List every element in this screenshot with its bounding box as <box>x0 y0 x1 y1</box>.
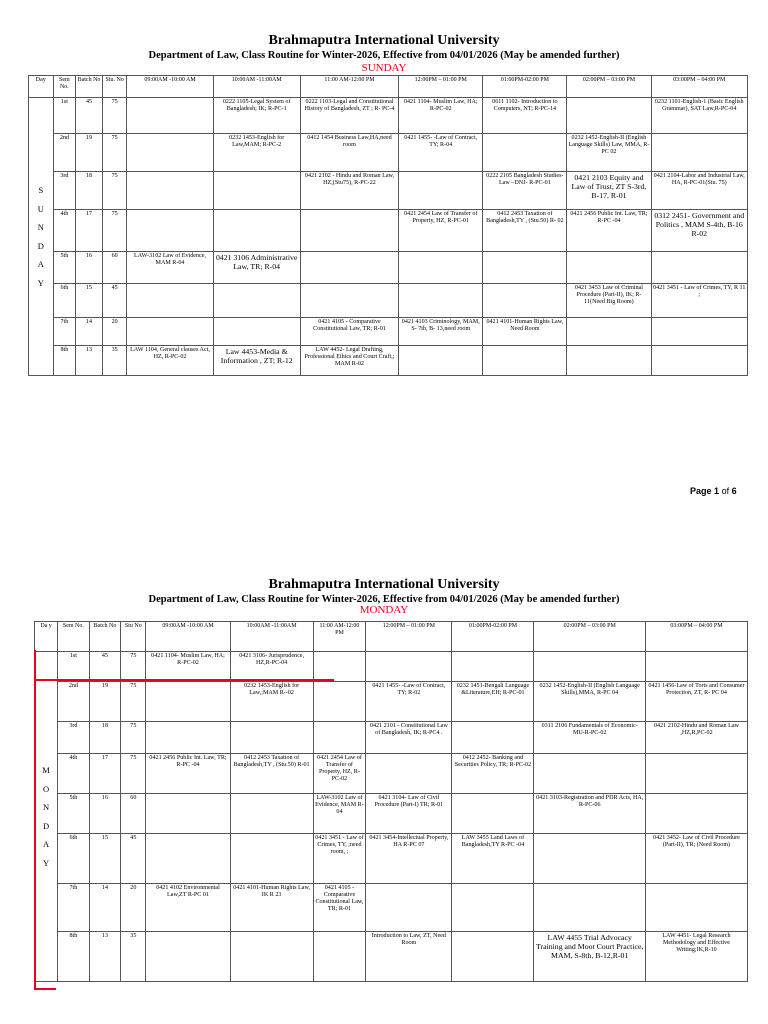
batch-cell: 17 <box>76 210 103 252</box>
class-cell: 0421 4102 Environmental Law,ZT R-PC 01 <box>146 884 230 932</box>
sem-cell: 6th <box>53 284 76 318</box>
student-count-cell: 75 <box>102 210 127 252</box>
red-rule-vertical <box>34 650 36 990</box>
class-cell <box>313 652 366 682</box>
class-cell <box>127 98 213 134</box>
class-cell: 0421 2103 Equity and Law of Trust, ZT S-3rd, B-17, R-01 <box>567 172 651 210</box>
department-subtitle: Department of Law, Class Routine for Winter-2026, Effective from 04/01/2026 (May be amended further) <box>148 50 620 61</box>
sem-cell: 6th <box>58 834 90 884</box>
student-count-cell: 75 <box>102 172 127 210</box>
table-row <box>35 754 748 794</box>
page-total: 6 <box>731 486 737 496</box>
student-count-cell: 75 <box>121 652 146 682</box>
class-cell: 0222 2105 Bangladesh Studies-Law –DNJ- R-PC-01 <box>483 172 567 210</box>
table-row <box>35 794 748 834</box>
class-cell: 0421 4101-Human Rights Law, Need Room <box>483 318 567 346</box>
class-cell: LAW 1104, General clauses Act, HZ, R-PC-02 <box>127 346 213 376</box>
column-header: 12:00PM – 01:00 PM <box>366 622 452 652</box>
class-cell: 0232 1101-English-1 (Basic English Grammar), SAT Law,R-PC-04 <box>651 98 748 134</box>
table-row <box>35 834 748 884</box>
batch-cell: 18 <box>89 722 121 754</box>
class-cell <box>230 722 313 754</box>
batch-cell: 19 <box>76 134 103 172</box>
column-header: 09:00AM -10:00 AM <box>127 76 213 98</box>
class-cell <box>534 884 645 932</box>
class-cell <box>452 652 534 682</box>
class-cell <box>651 318 748 346</box>
column-header: Day <box>29 76 54 98</box>
class-cell: 0421 1456-Law of Torts and Consumer Protection, ZT, R- PC 04 <box>645 682 747 722</box>
class-cell: 0421 3452- Law of Civil Procedure (Part-II), TR; (Need Room) <box>645 834 747 884</box>
department-subtitle-2: Department of Law, Class Routine for Winter-2026, Effective from 04/01/2026 (May be amended further) <box>148 594 620 605</box>
column-header: 01:00PM-02:00 PM <box>452 622 534 652</box>
class-cell <box>483 252 567 284</box>
class-cell <box>127 318 213 346</box>
class-cell: 0421 2456 Public Int. Law, TR; R-PC -04 <box>567 210 651 252</box>
day-letters: M O N D A Y <box>35 652 58 982</box>
column-header: Stu No <box>121 622 146 652</box>
university-title: Brahmaputra International University <box>268 33 500 48</box>
class-cell: LAW-3102 Law of Evidence, MAM R-04 <box>313 794 366 834</box>
class-cell: LAW-3102 Law of Evidence, MAM R-04 <box>127 252 213 284</box>
sem-cell: 2nd <box>53 134 76 172</box>
class-cell: 0421 4101-Human Rights Law, IK R 23 <box>230 884 313 932</box>
page-footer <box>690 486 737 496</box>
class-cell: 0412 2452- Banking and Securities Policy, TR; R-PC-02 <box>452 754 534 794</box>
table-row <box>29 284 748 318</box>
class-cell: 0421 2104-Labor and Industrial Law, HA, R-PC-01(Stu. 75) <box>651 172 748 210</box>
class-cell <box>399 252 483 284</box>
class-cell: 0421 3103-Registration and PDR Acts, HA, R-PC-06 <box>534 794 645 834</box>
class-cell <box>483 346 567 376</box>
class-cell: 0232 1452-English-II (English Language Skills) Law, MMA, R-PC 02 <box>567 134 651 172</box>
table-row <box>35 884 748 932</box>
table-row <box>29 318 748 346</box>
class-cell: 0421 2102-Hindu and Roman Law ,HZ,R,PC-02 <box>645 722 747 754</box>
class-cell: 0232 1453-English for Law,MAM; R-PC-2 <box>213 134 300 172</box>
sem-cell: 5th <box>58 794 90 834</box>
class-cell: 0421 1104- Muslim Law, HA; R-PC-02 <box>146 652 230 682</box>
red-rule-horizontal <box>34 679 334 681</box>
student-count-cell: 75 <box>121 682 146 722</box>
column-header: 10:00AM -11:00AM <box>230 622 313 652</box>
day-letters: S U N D A Y <box>29 98 54 376</box>
student-count-cell: 75 <box>102 134 127 172</box>
day-title: SUNDAY <box>361 62 407 74</box>
batch-cell: 13 <box>89 932 121 982</box>
column-header: 03:00PM – 04:00 PM <box>645 622 747 652</box>
class-cell: 0421 3454-Intellectual Property, HA R-PC 07 <box>366 834 452 884</box>
table-row <box>35 722 748 754</box>
sem-cell: 8th <box>53 346 76 376</box>
column-header: Da y <box>35 622 58 652</box>
batch-cell: 13 <box>76 346 103 376</box>
class-cell <box>230 932 313 982</box>
column-header: 11:00 AM-12:00 PM <box>300 76 398 98</box>
table-row <box>29 346 748 376</box>
sem-cell: 7th <box>58 884 90 932</box>
class-cell <box>230 794 313 834</box>
red-rule-bottom <box>34 988 56 990</box>
class-cell <box>300 252 398 284</box>
table-row <box>35 932 748 982</box>
class-cell: LAW 4451- Legal Research Methodology and Effective Writing;IK,R-10 <box>645 932 747 982</box>
class-cell: 0421 1104- Muslim Law, HA; R-PC-02 <box>399 98 483 134</box>
column-header: Stu. No <box>102 76 127 98</box>
class-cell <box>230 834 313 884</box>
class-cell: 0421 2101 - Constitutional Law of Bangladesh, IK; R-PC4 . <box>366 722 452 754</box>
student-count-cell: 75 <box>121 754 146 794</box>
class-cell <box>213 210 300 252</box>
class-cell <box>645 794 747 834</box>
class-cell <box>146 932 230 982</box>
class-cell: 0421 4105 - Comparative Constitutional Law, TR; R-01 <box>300 318 398 346</box>
student-count-cell: 45 <box>121 834 146 884</box>
class-cell <box>399 172 483 210</box>
class-cell <box>452 794 534 834</box>
class-cell: 0421 3451 - Law of Crimes, TY, ;need room, ; <box>313 834 366 884</box>
class-cell <box>534 834 645 884</box>
class-cell <box>300 210 398 252</box>
class-cell: 0312 2451- Government and Politics , MAM S-4th, B-16 R-02 <box>651 210 748 252</box>
class-cell <box>213 284 300 318</box>
class-cell <box>366 652 452 682</box>
table-row <box>29 252 748 284</box>
class-cell <box>213 318 300 346</box>
class-cell <box>300 284 398 318</box>
class-cell <box>399 284 483 318</box>
column-header: 01:00PM-02:00 PM <box>483 76 567 98</box>
batch-cell: 14 <box>76 318 103 346</box>
batch-cell: 19 <box>89 682 121 722</box>
class-cell <box>452 884 534 932</box>
class-cell <box>366 754 452 794</box>
class-cell: 0421 4105 - Comparative Constitutional Law, TR; R-01 <box>313 884 366 932</box>
routine-table-sunday <box>28 75 748 376</box>
table-row <box>35 652 748 682</box>
column-header: Batch No <box>89 622 121 652</box>
class-cell: 0421 3451 - Law of Crimes, TY, R 11 ; <box>651 284 748 318</box>
class-cell: 0232 1453-English for Law,;MAM R--02 <box>230 682 313 722</box>
class-cell <box>567 252 651 284</box>
class-cell <box>127 172 213 210</box>
sem-cell: 1st <box>58 652 90 682</box>
sem-cell: 3rd <box>58 722 90 754</box>
batch-cell: 16 <box>89 794 121 834</box>
class-cell: Introduction to Law, ZT, Need Room <box>366 932 452 982</box>
class-cell <box>651 134 748 172</box>
class-cell: 0412 1454 Business Law,HA,need room <box>300 134 398 172</box>
column-header: 11:00 AM-12:00 PM <box>313 622 366 652</box>
class-cell <box>399 346 483 376</box>
class-cell <box>645 754 747 794</box>
class-cell <box>645 884 747 932</box>
table-row <box>29 210 748 252</box>
batch-cell: 45 <box>89 652 121 682</box>
student-count-cell: 35 <box>102 346 127 376</box>
sem-cell: 1st <box>53 98 76 134</box>
sem-cell: 4th <box>58 754 90 794</box>
class-cell: 0222 1103-Legal and Constitutional History of Bangladesh, ZT ; R- PC-4 <box>300 98 398 134</box>
page-number: 1 <box>714 486 720 496</box>
column-header: 02:00PM – 03:00 PM <box>534 622 645 652</box>
sem-cell: 2nd <box>58 682 90 722</box>
class-cell: 0421 1455- -Law of Contract, TY; R-02 <box>366 682 452 722</box>
batch-cell: 17 <box>89 754 121 794</box>
class-cell <box>651 252 748 284</box>
class-cell <box>146 722 230 754</box>
batch-cell: 14 <box>89 884 121 932</box>
header-row <box>35 622 748 652</box>
column-header: 02:00PM – 03:00 PM <box>567 76 651 98</box>
student-count-cell: 75 <box>102 98 127 134</box>
class-cell: 0222 1105-Legal System of Bangladesh; IK; R-PC-1 <box>213 98 300 134</box>
sem-cell: 7th <box>53 318 76 346</box>
class-cell <box>313 932 366 982</box>
class-cell <box>483 134 567 172</box>
batch-cell: 15 <box>76 284 103 318</box>
class-cell: 0421 2456 Public Int. Law, TR; R-PC -04 <box>146 754 230 794</box>
class-cell <box>313 682 366 722</box>
table-row <box>35 682 748 722</box>
class-cell <box>213 172 300 210</box>
class-cell: 0421 2454 Law of Transfer of Property, HZ, R-PC-01 <box>399 210 483 252</box>
class-cell: 0232 1451-Bengali Language &Literature,EH; R-PC-01 <box>452 682 534 722</box>
class-cell: 0421 4103 Criminology, MAM, S- 7th, B- 13,need room <box>399 318 483 346</box>
class-cell: 0421 2102 - Hindu and Roman Law, HZ,(Stu75), R-PC-22 <box>300 172 398 210</box>
class-cell: 0611 1102- Introduction to Computers, NT; R-PC-14 <box>483 98 567 134</box>
class-cell: 0421 2454 Law of Transfer of Property, HZ, R-PC-02 <box>313 754 366 794</box>
table-row <box>29 134 748 172</box>
class-cell: LAW 4455 Trial Advocacy Training and Moot Court Practice, MAM, S-8th, B-12,R-01 <box>534 932 645 982</box>
class-cell: Law 4453-Media & Information , ZT; R-12 <box>213 346 300 376</box>
student-count-cell: 20 <box>121 884 146 932</box>
student-count-cell: 35 <box>121 932 146 982</box>
class-cell <box>452 722 534 754</box>
class-cell <box>146 834 230 884</box>
student-count-cell: 20 <box>102 318 127 346</box>
class-cell: 0232 1452-English-II (English Language Skills),MMA, R-PC 04 <box>534 682 645 722</box>
student-count-cell: 75 <box>121 722 146 754</box>
class-cell: 0421 3106 Administrative Law, TR; R-04 <box>213 252 300 284</box>
student-count-cell: 60 <box>121 794 146 834</box>
sem-cell: 5th <box>53 252 76 284</box>
student-count-cell: 45 <box>102 284 127 318</box>
class-cell: 0412 2453 Taxation of Bangladesh,TY , (Stu.50) R-01 <box>230 754 313 794</box>
column-header: 09:00AM -10:00 AM <box>146 622 230 652</box>
page-of: of <box>721 486 730 496</box>
class-cell <box>567 346 651 376</box>
batch-cell: 15 <box>89 834 121 884</box>
class-cell: 0311 2106 Fundamentals of Economic- MU-R-PC-02 <box>534 722 645 754</box>
class-cell <box>534 652 645 682</box>
column-header: 10:00AM -11:00AM <box>213 76 300 98</box>
class-cell <box>127 284 213 318</box>
column-header: Sem No. <box>58 622 90 652</box>
class-cell: 0412 2453 Taxation of Bangladesh,TY , (Stu.50) R- 02 <box>483 210 567 252</box>
table-row <box>29 98 748 134</box>
page-label: Page <box>690 486 712 496</box>
sem-cell: 4th <box>53 210 76 252</box>
class-cell: LAW 3455 Land Laws of Bangladesh,TY R-PC -04 <box>452 834 534 884</box>
day-title-2: MONDAY <box>359 604 409 616</box>
class-cell: 0421 3106- Jurisprudence, HZ,R-PC-04 <box>230 652 313 682</box>
column-header: 03:00PM – 04:00 PM <box>651 76 748 98</box>
sem-cell: 8th <box>58 932 90 982</box>
class-cell <box>645 652 747 682</box>
class-cell: 0421 3453 Law of Criminal Procedure (Part-II), IK; R-11(Need Big Room) <box>567 284 651 318</box>
class-cell <box>313 722 366 754</box>
batch-cell: 45 <box>76 98 103 134</box>
class-cell: LAW 4452- Legal Drafting, Professional Ethics and Court Craft,; MAM R-02 <box>300 346 398 376</box>
class-cell <box>127 134 213 172</box>
column-header: Batch No <box>76 76 103 98</box>
class-cell <box>366 884 452 932</box>
column-header: 12:00PM – 01:00 PM <box>399 76 483 98</box>
class-cell <box>452 932 534 982</box>
sem-cell: 3rd <box>53 172 76 210</box>
class-cell: 0421 3104- Law of Civil Procedure (Part-I) TR; R-01 <box>366 794 452 834</box>
header-row <box>29 76 748 98</box>
class-cell <box>651 346 748 376</box>
student-count-cell: 60 <box>102 252 127 284</box>
class-cell <box>146 794 230 834</box>
university-title-2: Brahmaputra International University <box>268 577 500 592</box>
routine-table-monday <box>34 621 748 982</box>
class-cell <box>567 318 651 346</box>
table-row <box>29 172 748 210</box>
class-cell <box>127 210 213 252</box>
batch-cell: 16 <box>76 252 103 284</box>
batch-cell: 18 <box>76 172 103 210</box>
class-cell <box>567 98 651 134</box>
class-cell <box>483 284 567 318</box>
column-header: Sem No. <box>53 76 76 98</box>
class-cell: 0421 1455- -Law of Contract, TY; R-04 <box>399 134 483 172</box>
class-cell <box>146 682 230 722</box>
class-cell <box>534 754 645 794</box>
